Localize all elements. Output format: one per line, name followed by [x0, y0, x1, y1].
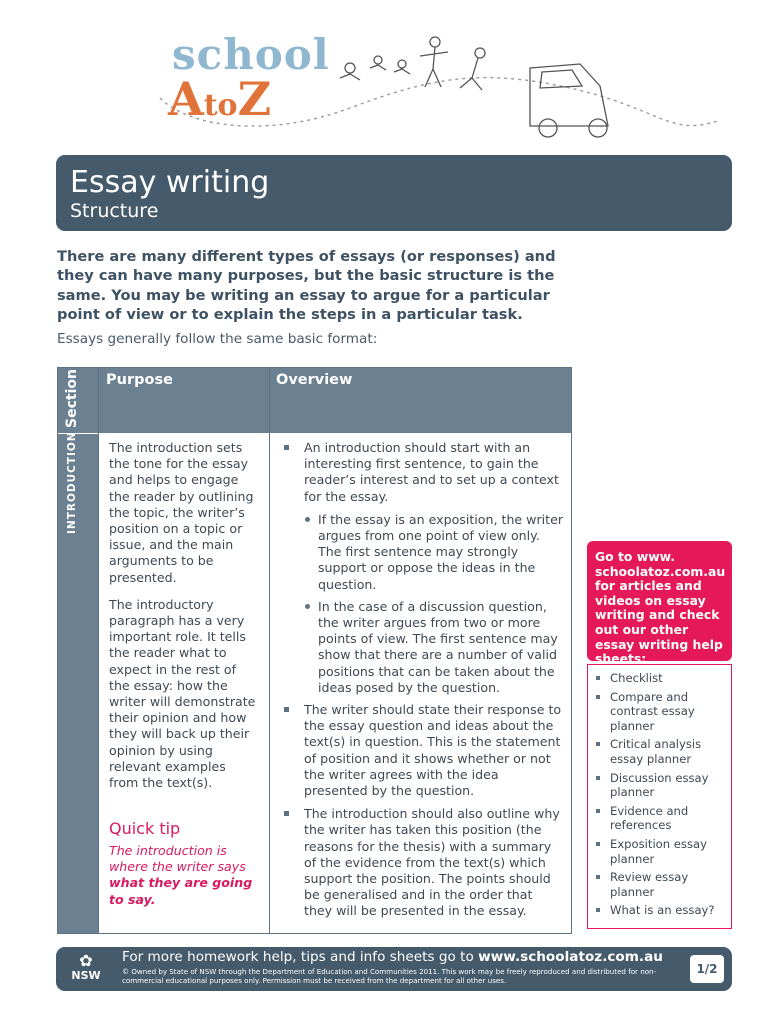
quick-tip-body: The introduction is where the writer says what they are going to say. [109, 843, 253, 907]
lead-text: Essays generally follow the same basic format: [57, 331, 378, 347]
help-sheet-link-discussion[interactable]: Discussion essay planner [596, 771, 725, 800]
square-bullet-icon [596, 676, 600, 680]
footer-copyright: © Owned by State of NSW through the Department of Education and Communities 2011. This work may be freely reproduced and distributed for non-commercial educational purposes only. Permission must be received from the department for all other uses. [122, 967, 657, 985]
section-label-introduction: INTRODUCTION [66, 431, 78, 534]
square-bullet-icon [284, 811, 289, 816]
school-a-to-z-logo [150, 28, 730, 146]
waratah-icon: ✿ [79, 951, 93, 970]
footer-banner [56, 947, 732, 991]
logo-school-text: school [172, 30, 330, 79]
footer-website-link[interactable]: www.schoolatoz.com.au [478, 949, 663, 965]
purpose-paragraph: The introductory paragraph has a very important role. It tells the reader what to expect in the rest of the essay: how the writer will demonstrate their opinion and how they will back up their opinion by using relevant examples from the text(s). [109, 596, 256, 791]
overview-bullet: The introduction should also outline why the writer has taken this position (the reasons for the thesis) with a summary of the evidence from the text(s) which support the position. The points should be generalised and in the order that they will be presented in the essay. [280, 806, 564, 919]
square-bullet-icon [596, 695, 600, 699]
footer-help-text: For more homework help, tips and info sheets go to www.schoolatoz.com.au [122, 949, 663, 965]
structure-table [57, 367, 572, 934]
overview-subbullet: If the essay is an exposition, the writer argues from one point of view only. The first sentence may strongly support or oppose the ideas in the question. [280, 512, 564, 593]
help-sheet-link-review[interactable]: Review essay planner [596, 870, 725, 899]
help-sheet-link-exposition[interactable]: Exposition essay planner [596, 837, 725, 866]
overview-cell [280, 440, 564, 927]
square-bullet-icon [596, 776, 600, 780]
column-divider [98, 368, 99, 933]
overview-subbullet: In the case of a discussion question, the writer argues from two or more points of view. The first sentence may show that there are a number of valid positions that can be taken about the ideas posed by the question. [280, 599, 564, 696]
page-title: Essay writing [70, 165, 270, 200]
quick-tip-title: Quick tip [109, 819, 181, 838]
promo-box: Go to www. schoolatoz.com.au for articles and videos on essay writing and check out our other essay writing help sheets: [587, 541, 732, 661]
help-sheet-link-evidence[interactable]: Evidence and references [596, 804, 725, 833]
nsw-logo: ✿ NSW [71, 951, 101, 982]
help-sheet-list [587, 664, 732, 929]
help-sheet-link-what-is-essay[interactable]: What is an essay? [596, 903, 725, 918]
logo-atoz-text: AtoZ [168, 72, 272, 126]
overview-bullet: The writer should state their response to the essay question and ideas about the text(s) in question. This is the statement of position and it shows whether or not the writer agrees with the idea presented by the question. [280, 702, 564, 799]
page-subtitle: Structure [70, 200, 159, 222]
intro-paragraph: There are many different types of essays (or responses) and they can have many purposes, but the basic structure is the same. You may be writing an essay to argue for a particular point of view or to explain the steps in a particular task. [57, 248, 556, 324]
table-header [58, 368, 571, 433]
help-sheet-link-checklist[interactable]: Checklist [596, 671, 725, 686]
page-number: 1/2 [690, 955, 724, 983]
round-bullet-icon [305, 604, 310, 609]
quick-tip-emphasis: what they are going to say. [109, 875, 253, 907]
purpose-cell [109, 440, 259, 802]
overview-bullet: An introduction should start with an interesting first sentence, to gain the reader’s interest and to set up a context for the essay. [280, 440, 564, 505]
square-bullet-icon [284, 445, 289, 450]
header-purpose: Purpose [106, 372, 173, 388]
square-bullet-icon [596, 908, 600, 912]
square-bullet-icon [596, 875, 600, 879]
header-overview: Overview [276, 372, 353, 388]
purpose-paragraph: The introduction sets the tone for the essay and helps to engage the reader by outlining the topic, the writer’s position on a topic or issue, and the main arguments to be presented. [109, 440, 254, 585]
help-sheet-link-critical-analysis[interactable]: Critical analysis essay planner [596, 737, 725, 766]
column-divider [269, 368, 270, 933]
square-bullet-icon [284, 707, 289, 712]
round-bullet-icon [305, 517, 310, 522]
square-bullet-icon [596, 742, 600, 746]
square-bullet-icon [596, 809, 600, 813]
section-column [58, 368, 98, 933]
header-divider [58, 433, 571, 434]
square-bullet-icon [596, 842, 600, 846]
help-sheet-link-compare-contrast[interactable]: Compare and contrast essay planner [596, 690, 725, 734]
title-banner [56, 155, 732, 231]
header-section: Section [64, 369, 80, 428]
